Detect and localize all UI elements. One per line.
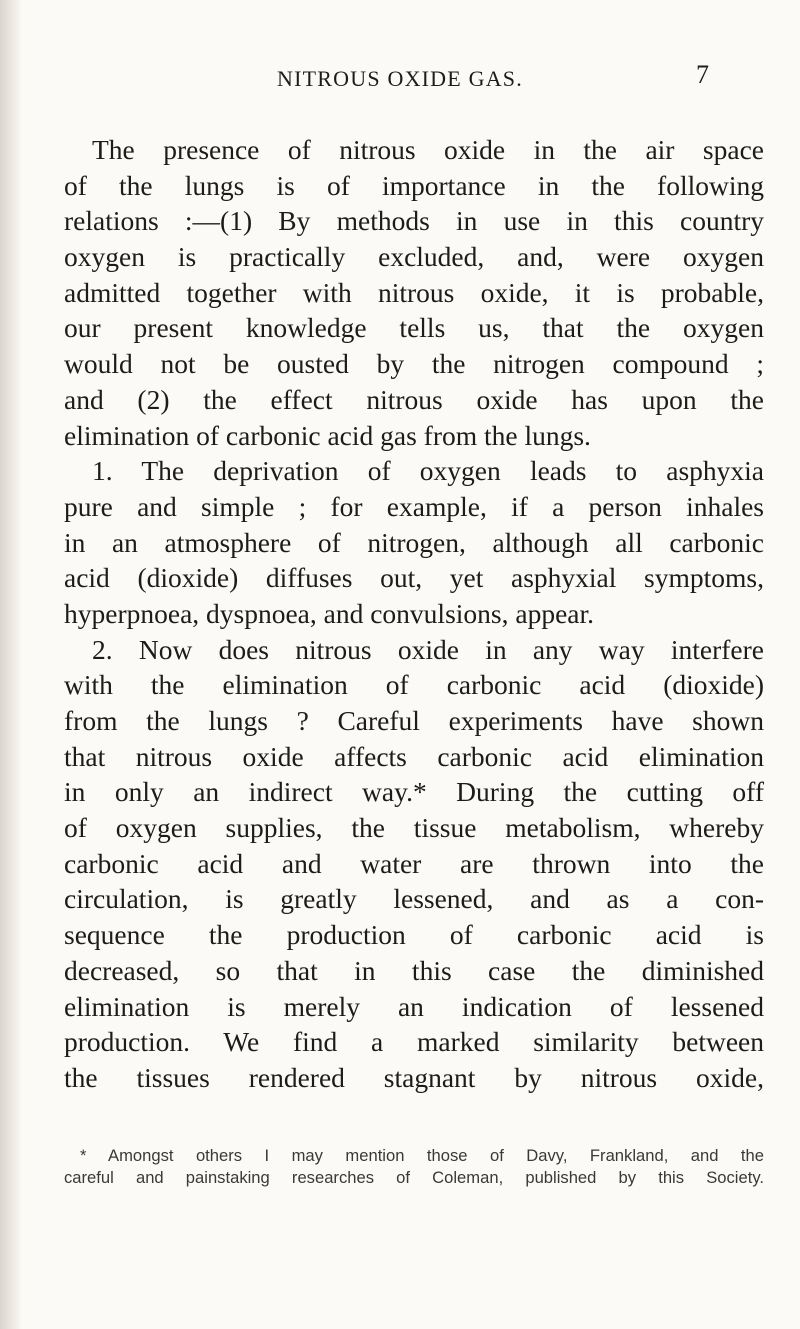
footnote <box>64 1145 764 1189</box>
footnote-line: careful and painstaking researches of Coleman, published by this Society. <box>64 1168 764 1187</box>
body-line: of the lungs is of importance in the following <box>64 169 764 201</box>
body-line: the tissues rendered stagnant by nitrous oxide, <box>64 1061 764 1093</box>
body-line: elimination is merely an indication of lessened <box>64 990 764 1022</box>
body-line: elimination of carbonic acid gas from the lungs. <box>64 419 591 451</box>
footnote-line: * Amongst others I may mention those of Davy, Frankland, and the <box>80 1146 764 1165</box>
body-line: would not be ousted by the nitrogen compound ; <box>64 348 764 380</box>
body-line: circulation, is greatly lessened, and as a con- <box>64 883 764 915</box>
page-binding-edge <box>0 0 22 1329</box>
running-title: NITROUS OXIDE GAS. <box>277 66 523 91</box>
running-head <box>0 60 800 96</box>
body-line: relations :—(1) By methods in use in this country <box>64 205 764 237</box>
body-line: oxygen is practically excluded, and, were oxygen <box>64 241 764 273</box>
body-line: that nitrous oxide affects carbonic acid elimination <box>64 740 764 772</box>
body-line: and (2) the effect nitrous oxide has upon the <box>64 383 764 415</box>
body-line: carbonic acid and water are thrown into the <box>64 847 764 879</box>
body-line: 2. Now does nitrous oxide in any way interfere <box>92 633 764 665</box>
body-line: of oxygen supplies, the tissue metabolism, whereby <box>64 812 764 844</box>
body-line: from the lungs ? Careful experiments have shown <box>64 705 764 736</box>
body-line: 1. The deprivation of oxygen leads to asphyxia <box>92 455 764 487</box>
body-line: sequence the production of carbonic acid is <box>64 919 764 951</box>
body-line: hyperpnoea, dyspnoea, and convulsions, appear. <box>64 597 594 629</box>
body-line: acid (dioxide) diffuses out, yet asphyxial symptoms, <box>64 562 764 594</box>
page-number: 7 <box>696 60 709 89</box>
body-line: admitted together with nitrous oxide, it is probable, <box>64 276 764 308</box>
body-line: our present knowledge tells us, that the oxygen <box>64 312 764 344</box>
body-line: with the elimination of carbonic acid (dioxide) <box>64 669 764 701</box>
body-line: production. We find a marked similarity between <box>64 1026 764 1058</box>
body-line: decreased, so that in this case the diminished <box>64 954 764 986</box>
body-line: The presence of nitrous oxide in the air space <box>92 134 764 165</box>
body-line: in an atmosphere of nitrogen, although all carbonic <box>64 526 764 558</box>
body-text <box>64 132 764 1096</box>
body-line: pure and simple ; for example, if a person inhales <box>64 490 764 522</box>
body-line: in only an indirect way.* During the cutting off <box>64 776 764 808</box>
